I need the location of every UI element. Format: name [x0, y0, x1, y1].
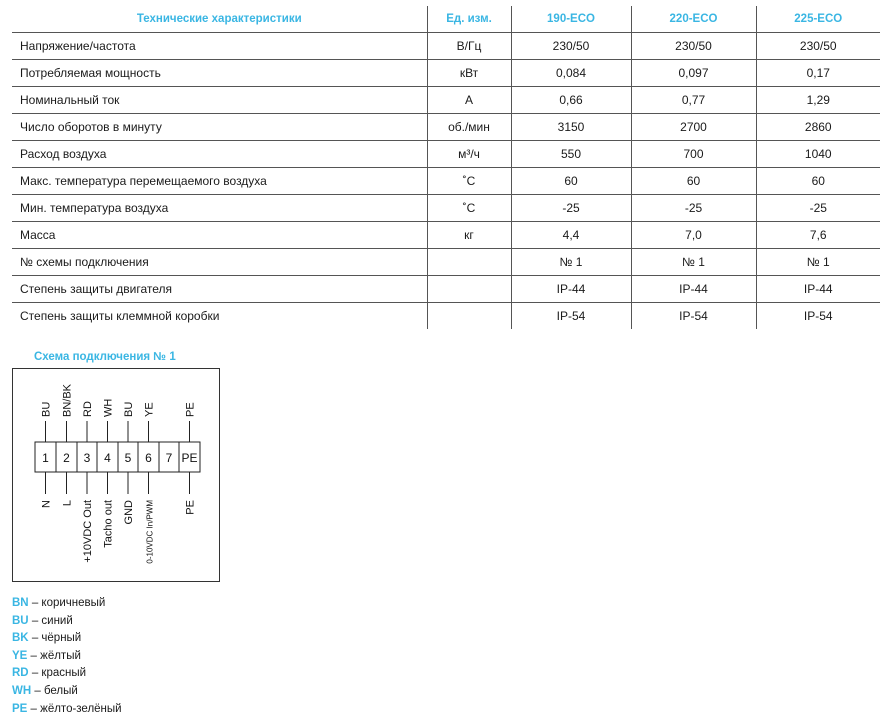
- table-row: [12, 303, 880, 330]
- wire-color-label: PE: [184, 402, 197, 417]
- legend-text: – чёрный: [28, 632, 82, 645]
- row-unit: ˚С: [427, 168, 511, 195]
- value-220-eco: -25: [631, 195, 756, 222]
- wire-color-label: WH: [102, 398, 115, 417]
- terminal-number: 5: [124, 451, 132, 465]
- row-label: Макс. температура перемещаемого воздуха: [12, 168, 427, 195]
- terminal-number: 2: [63, 451, 70, 465]
- value-220-eco: 60: [631, 168, 756, 195]
- legend-item: [12, 630, 122, 648]
- row-label: Мин. температура воздуха: [12, 195, 427, 222]
- value-225-eco: IP-54: [756, 303, 880, 330]
- table-body: [12, 33, 880, 330]
- legend-item: [12, 595, 122, 613]
- row-label: Степень защиты двигателя: [12, 276, 427, 303]
- table-row: [12, 114, 880, 141]
- table-row: [12, 276, 880, 303]
- terminal-number: 6: [145, 451, 152, 465]
- table-row: [12, 87, 880, 114]
- table-row: [12, 168, 880, 195]
- value-225-eco: 7,6: [756, 222, 880, 249]
- terminal-function-label: Tacho out: [102, 500, 115, 548]
- value-220-eco: IP-44: [631, 276, 756, 303]
- value-190-eco: 0,084: [511, 60, 631, 87]
- value-190-eco: 230/50: [511, 33, 631, 60]
- legend-item: [12, 701, 122, 719]
- wire-color-label: RD: [82, 401, 94, 417]
- value-190-eco: 0,66: [511, 87, 631, 114]
- spec-table: [12, 6, 880, 329]
- value-225-eco: 1,29: [756, 87, 880, 114]
- terminal-function-label: +10VDC Out: [82, 500, 94, 563]
- row-label: Расход воздуха: [12, 141, 427, 168]
- row-unit: [427, 276, 511, 303]
- terminal-number: 3: [83, 451, 91, 465]
- header-characteristics: Технические характеристики: [12, 6, 427, 33]
- value-225-eco: 1040: [756, 141, 880, 168]
- value-190-eco: IP-54: [511, 303, 631, 330]
- row-label: Напряжение/частота: [12, 33, 427, 60]
- legend-code: YE: [12, 649, 28, 662]
- terminal-function-label: GND: [123, 500, 135, 525]
- row-unit: А: [427, 87, 511, 114]
- value-225-eco: 2860: [756, 114, 880, 141]
- value-225-eco: 230/50: [756, 33, 880, 60]
- value-220-eco: № 1: [631, 249, 756, 276]
- value-225-eco: IP-44: [756, 276, 880, 303]
- header-model-190: 190-ECO: [511, 6, 631, 33]
- terminal-number: 1: [42, 451, 49, 465]
- value-220-eco: 700: [631, 141, 756, 168]
- terminal-function-label: 0-10VDC In/PWM: [145, 500, 155, 564]
- value-190-eco: IP-44: [511, 276, 631, 303]
- row-label: Степень защиты клеммной коробки: [20, 309, 220, 323]
- header-unit: Ед. изм.: [427, 6, 511, 33]
- table-header-row: [12, 6, 880, 33]
- value-220-eco: 7,0: [631, 222, 756, 249]
- diagram-title: Схема подключения № 1: [34, 351, 176, 363]
- legend-item: [12, 613, 122, 631]
- terminal-function-label: L: [61, 500, 74, 507]
- legend-text: – белый: [31, 684, 78, 697]
- value-190-eco: № 1: [511, 249, 631, 276]
- terminal-number: PE: [181, 451, 198, 465]
- legend-text: – коричневый: [28, 597, 106, 609]
- row-unit: об./мин: [427, 114, 511, 141]
- row-label: Потребляемая мощность: [12, 60, 427, 87]
- value-220-eco: 2700: [631, 114, 756, 141]
- legend-code: PE: [12, 702, 28, 715]
- value-190-eco: 60: [511, 168, 631, 195]
- value-220-eco: 0,77: [631, 87, 756, 114]
- value-190-eco: 550: [511, 141, 631, 168]
- wire-color-label: BU: [40, 401, 53, 417]
- wire-color-label: YE: [143, 402, 156, 417]
- row-label: Масса: [12, 222, 427, 249]
- legend-text: – красный: [28, 667, 87, 680]
- terminal-number: 4: [104, 451, 111, 465]
- wire-color-label: BU: [123, 401, 135, 417]
- color-legend: [12, 595, 122, 718]
- legend-text: – синий: [28, 614, 73, 627]
- wire-color-label: BN/BK: [61, 383, 74, 417]
- row-label: Число оборотов в минуту: [12, 114, 427, 141]
- row-unit: кг: [427, 222, 511, 249]
- row-unit: [427, 303, 511, 330]
- row-unit: ˚С: [427, 195, 511, 222]
- legend-code: BK: [12, 632, 29, 645]
- value-225-eco: -25: [756, 195, 880, 222]
- legend-code: BU: [12, 614, 29, 627]
- table-row: [12, 249, 880, 276]
- value-220-eco: 230/50: [631, 33, 756, 60]
- value-225-eco: 0,17: [756, 60, 880, 87]
- legend-item: [12, 648, 122, 666]
- value-190-eco: -25: [511, 195, 631, 222]
- value-225-eco: № 1: [756, 249, 880, 276]
- value-190-eco: 4,4: [511, 222, 631, 249]
- row-unit: В/Гц: [427, 33, 511, 60]
- value-220-eco: 0,097: [631, 60, 756, 87]
- terminal-number: 7: [165, 451, 173, 465]
- legend-code: BN: [12, 597, 29, 609]
- header-model-220: 220-ECO: [631, 6, 756, 33]
- table-row: [12, 60, 880, 87]
- row-label: № схемы подключения: [12, 249, 427, 276]
- row-unit: [427, 249, 511, 276]
- row-unit: м³/ч: [427, 141, 511, 168]
- legend-code: RD: [12, 667, 29, 680]
- legend-item: [12, 683, 122, 701]
- table-row: [12, 195, 880, 222]
- terminal-function-label: N: [40, 500, 53, 508]
- legend-item: [12, 665, 122, 683]
- row-label: Номинальный ток: [12, 87, 427, 114]
- value-190-eco: 3150: [511, 114, 631, 141]
- header-model-225: 225-ECO: [756, 6, 880, 33]
- row-unit: кВт: [427, 60, 511, 87]
- terminal-function-label: PE: [184, 500, 197, 515]
- wiring-diagram: [12, 368, 220, 582]
- legend-code: WH: [12, 684, 32, 697]
- legend-text: – жёлтый: [27, 649, 81, 662]
- table-row: [12, 141, 880, 168]
- value-225-eco: 60: [756, 168, 880, 195]
- table-row: [12, 33, 880, 60]
- wiring-svg: [13, 369, 221, 583]
- value-220-eco: IP-54: [631, 303, 756, 330]
- legend-text: – жёлто-зелёный: [27, 702, 122, 715]
- table-row: [12, 222, 880, 249]
